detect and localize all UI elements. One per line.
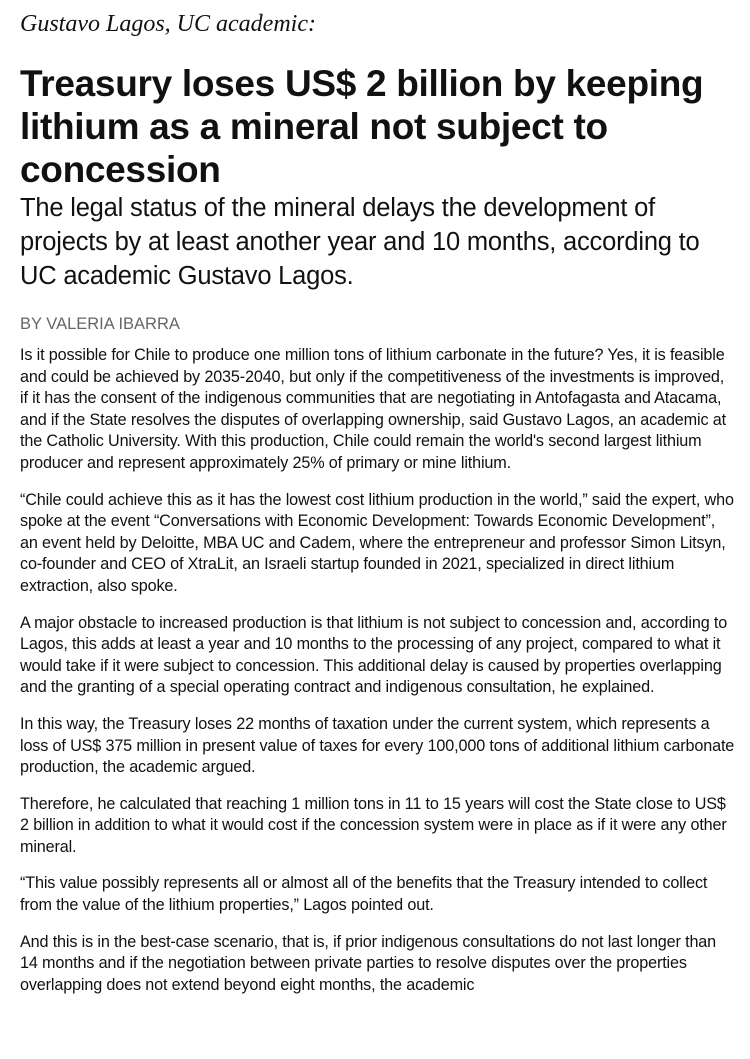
paragraph: And this is in the best-case scenario, that is, if prior indigenous consultations do not last longer than 14 months and if the negotiation between private parties to resolve disputes over the properties overlapping does not extend beyond eight months, the academic: [20, 932, 717, 994]
kicker: Gustavo Lagos, UC academic:: [20, 11, 316, 37]
paragraph: In this way, the Treasury loses 22 months of taxation under the current system, which represents a loss of US$ 375 million in present value of taxes for every 100,000 tons of additional lithium carbonate production, the academic argued.: [20, 714, 735, 777]
paragraph: “This value possibly represents all or almost all of the benefits that the Treasury intended to collect from the value of the lithium properties,” Lagos pointed out.: [20, 874, 708, 915]
byline: BY VALERIA IBARRA: [20, 315, 180, 333]
subtitle: The legal status of the mineral delays the development of projects by at least another year and 10 months, according to UC academic Gustavo Lagos.: [20, 194, 700, 290]
article: [20, 8, 736, 1011]
paragraph: “Chile could achieve this as it has the lowest cost lithium production in the world,” said the expert, who spoke at the event “Conversations with Economic Development: Towards Economic Development”, an event held by Deloitte, MBA UC and Cadem, where the entrepreneur and professor Simon Litsyn, co-founder and CEO of XtraLit, an Israeli startup founded in 2021, specialized in direct lithium extraction, also spoke.: [20, 490, 734, 595]
article-body: [20, 345, 736, 996]
paragraph: Is it possible for Chile to produce one million tons of lithium carbonate in the future? Yes, it is feasible and could be achieved by 2035-2040, but only if the competitiveness of the investments is improved, if it has the consent of the indigenous communities that are negotiating in Antofagasta and Atacama, and if the State resolves the disputes of overlapping ownership, said Gustavo Lagos, an academic at the Catholic University. With this production, Chile could remain the world's second largest lithium producer and represent approximately 25% of primary or mine lithium.: [20, 346, 726, 472]
headline: Treasury loses US$ 2 billion by keeping lithium as a mineral not subject to concession: [20, 63, 704, 190]
paragraph: A major obstacle to increased production is that lithium is not subject to concession and, according to Lagos, this adds at least a year and 10 months to the processing of any project, compared to what it would take if it were subject to concession. This additional delay is caused by properties overlapping and the granting of a special operating contract and indigenous consultation, he explained.: [20, 613, 728, 697]
paragraph: Therefore, he calculated that reaching 1 million tons in 11 to 15 years will cost the State close to US$ 2 billion in addition to what it would cost if the concession system were in place as if it were any other mineral.: [20, 794, 727, 856]
